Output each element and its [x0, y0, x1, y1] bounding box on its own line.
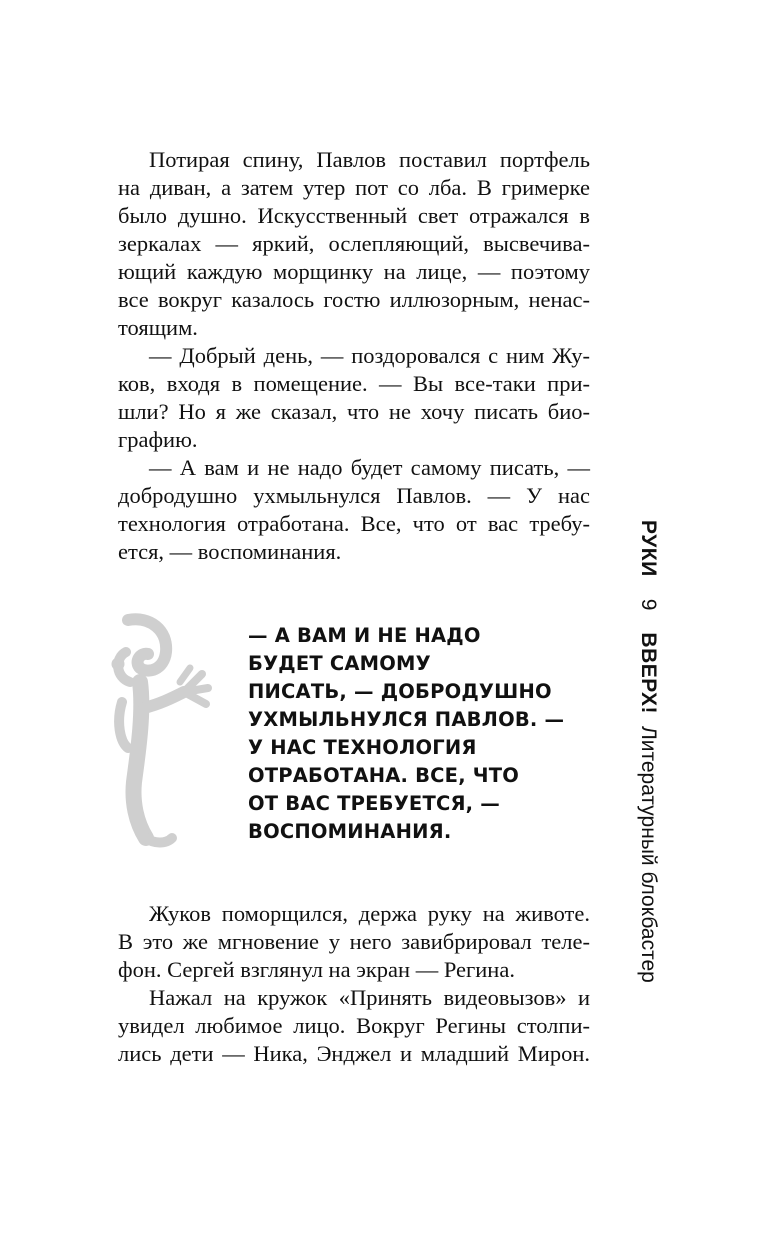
text-line: добродушно ухмыльнулся Павлов. — У нас — [118, 483, 590, 508]
raised-hands-doodle-icon — [110, 612, 220, 852]
page-number: 9 — [637, 598, 660, 611]
pull-quote-line: ВОСПОМИНАНИЯ. — [248, 820, 452, 843]
text-line: фон. Сергей взглянул на экран — Регина. — [118, 957, 515, 982]
text-line: ков, входя в помещение. — Вы все-таки при- — [118, 371, 590, 396]
text-line: — Добрый день, — поздоровался с ним Жу- — [149, 343, 590, 368]
text-line: лись дети — Ника, Энджел и младший Мирон. — [118, 1041, 590, 1066]
pull-quote-line: ОТРАБОТАНА. ВСЕ, ЧТО — [248, 764, 520, 787]
text-line: тоящим. — [118, 315, 198, 340]
text-line: зеркалах — яркий, ослепляющий, высвечива- — [118, 231, 590, 256]
text-line: ется, — воспоминания. — [118, 539, 342, 564]
pull-quote-line: — А ВАМ И НЕ НАДО — [248, 624, 481, 647]
running-head-title-part2: ВВЕРХ! — [637, 632, 660, 714]
pull-quote-line: ПИСАТЬ, — ДОБРОДУШНО — [248, 680, 552, 703]
text-line: Нажал на кружок «Принять видеовызов» и — [149, 985, 590, 1010]
pull-quote-line: УХМЫЛЬНУЛСЯ ПАВЛОВ. — — [248, 708, 565, 731]
text-line: увидел любимое лицо. Вокруг Регины столпи- — [118, 1013, 590, 1038]
text-line: было душно. Искусственный свет отражался в — [118, 203, 590, 228]
text-line: технология отработана. Все, что от вас требу- — [118, 511, 590, 536]
text-line: все вокруг казалось гостю иллюзорным, ненас- — [118, 287, 590, 312]
running-head — [634, 520, 662, 983]
text-line: графию. — [118, 427, 198, 452]
pull-quote-line: У НАС ТЕХНОЛОГИЯ — [248, 736, 477, 759]
text-line: — А вам и не надо будет самому писать, — — [149, 455, 590, 480]
text-line: Потирая спину, Павлов поставил портфель — [149, 147, 590, 172]
text-line: шли? Но я же сказал, что не хочу писать био- — [118, 399, 590, 424]
running-head-series: Литературный блокбастер — [637, 725, 660, 983]
pull-quote-line: ОТ ВАС ТРЕБУЕТСЯ, — — [248, 792, 500, 815]
pull-quote-line: БУДЕТ САМОМУ — [248, 652, 431, 675]
text-line: ющий каждую морщинку на лице, — поэтому — [118, 259, 590, 284]
text-line: Жуков поморщился, держа руку на животе. — [149, 901, 590, 926]
text-line: на диван, а затем утер пот со лба. В гримерке — [118, 175, 590, 200]
running-head-title-part1: РУКИ — [637, 520, 660, 577]
text-line: В это же мгновение у него завибрировал теле- — [118, 929, 590, 954]
